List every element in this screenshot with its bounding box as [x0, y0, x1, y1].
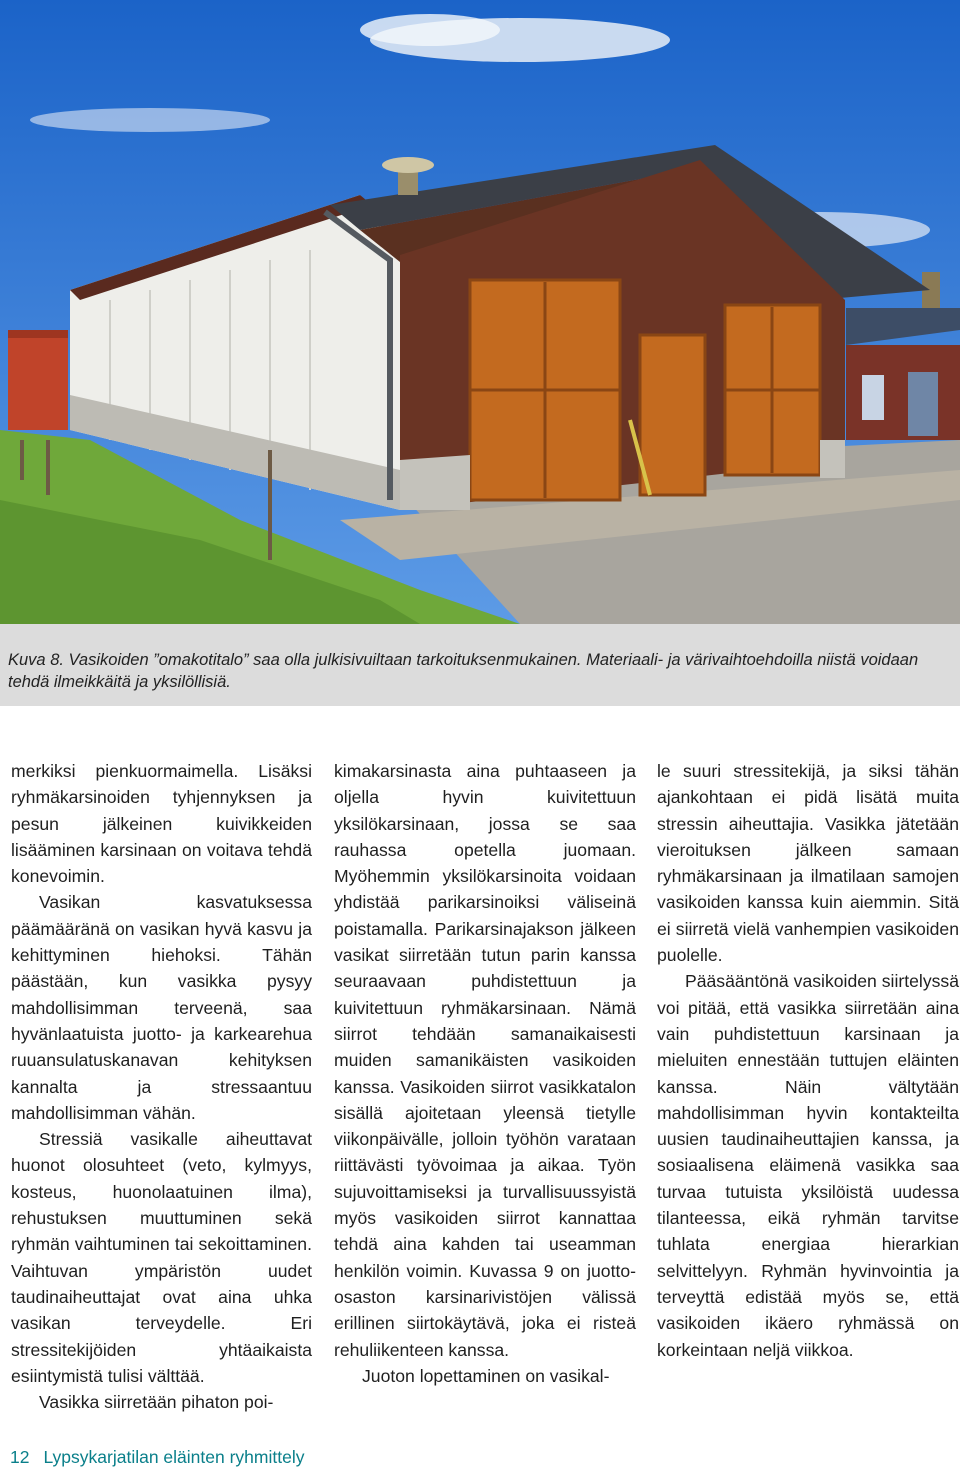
paragraph: merkiksi pienkuormaimella. Lisäksi ryhmäkarsinoiden tyhjennyksen ja pesun jälkeinen kuivikkeiden lisääminen karsinaan on voitava tehdä konevoimin.: [11, 761, 312, 887]
paragraph: Pääsääntönä vasikoiden siirtelyssä voi pitää, että vasikka siirretään aina vain puhdistettuun karsinaan ja mieluiten ennestään tuttujen eläinten kanssa. Näin vältytään mahdollisimman hyvin kontakteilta uusien taudinaiheuttajien kanssa, ja sosiaalisena eläimenä vasikka saa turvaa tutuista yksilöistä uudessa tilanteessa, eikä ryhmän tarvitse tuhlata energiaa hierarkian selvittelyyn. Ryhmän hyvinvointia ja terveyttä edistää myös se, että vasikoiden ikäero ryhmässä on korkeintaan neljä viikkoa.: [657, 971, 959, 1360]
page-footer: [10, 1447, 304, 1468]
paragraph: le suuri stressitekijä, ja siksi tähän ajankohtaan ei pidä lisätä muita stressin aiheuttajia. Vasikka jätetään vieroituksen jälkeen samaan ryhmäkarsinaan ja ilmatilaan samojen vasikoiden kanssa kuin aiemmin. Sitä ei siirretä vielä vanhempien vasikoiden puolelle.: [657, 761, 959, 966]
paragraph: Vasikka siirretään pihaton poi-: [39, 1392, 274, 1413]
text-column-3: [657, 758, 959, 1363]
text-column-1: [11, 758, 312, 1415]
page-number: 12: [10, 1447, 30, 1467]
publication-title: Lypsykarjatilan eläinten ryhmittely: [43, 1447, 305, 1467]
paragraph: Juoton lopettaminen on vasikal-: [362, 1365, 610, 1386]
paragraph: kimakarsinasta aina puhtaaseen ja oljella hyvin kuivitettuun yksilökarsinaan, jossa se saa rauhassa opetella juomaan. Myöhemmin yksilökarsinoita voidaan yhdistää parikarsinoiksi väliseinä poistamalla. Parikarsinajakson jälkeen vasikat siirretään tutun parin kanssa seuraavaan puhdistettuun ja kuivitettuun ryhmäkarsinaan. Nämä siirrot tehdään samanaikaisesti muiden samanikäisten vasikoiden kanssa. Vasikoiden siirrot vasikkatalon sisällä ajoitetaan yleensä tietylle viikonpäivälle, jolloin työhön varataan riittävästi työvoimaa ja aikaa. Työn sujuvoittamiseksi ja turvallisuussyistä myös vasikoiden siirrot kannattaa tehdä aina kahden tai useamman henkilön voimin. Kuvassa 9 on juotto-osaston karsinarivistöjen välissä erillinen siirtokäytävä, joka ei risteä rehuliikenteen kanssa.: [334, 761, 636, 1360]
barn-photo-icon: [0, 0, 960, 624]
text-column-2: [334, 758, 636, 1389]
figure-caption: Kuva 8. Vasikoiden ”omakotitalo” saa olla julkisivuiltaan tarkoituksenmukainen. Materiaali- ja värivaihtoehdoilla niistä voidaan tehdä ilmeikkäitä ja yksilöllisiä.: [8, 651, 919, 691]
barn-photo: [0, 0, 960, 624]
paragraph: Vasikan kasvatuksessa päämääränä on vasikan hyvä kasvu ja kehittyminen hiehoksi. Tähän päästään, kun vasikka pysyy mahdollisimman terveenä, saa hyvänlaatuista juotto- ja karkearehua ruuansulatuskanavan kehityksen kannalta ja stressaantuu mahdollisimman vähän.: [11, 892, 312, 1123]
paragraph: Stressiä vasikalle aiheuttavat huonot olosuhteet (veto, kylmyys, kosteus, huonolaatuinen ilma), rehustuksen muuttuminen sekä ryhmän vaihtuminen tai sekoittaminen. Vaihtuvan ympäristön uudet taudinaiheuttajat ovat aina uhka vasikan terveydelle. Eri stressitekijöiden yhtäaikaista esiintymistä tulisi välttää.: [11, 1129, 312, 1386]
